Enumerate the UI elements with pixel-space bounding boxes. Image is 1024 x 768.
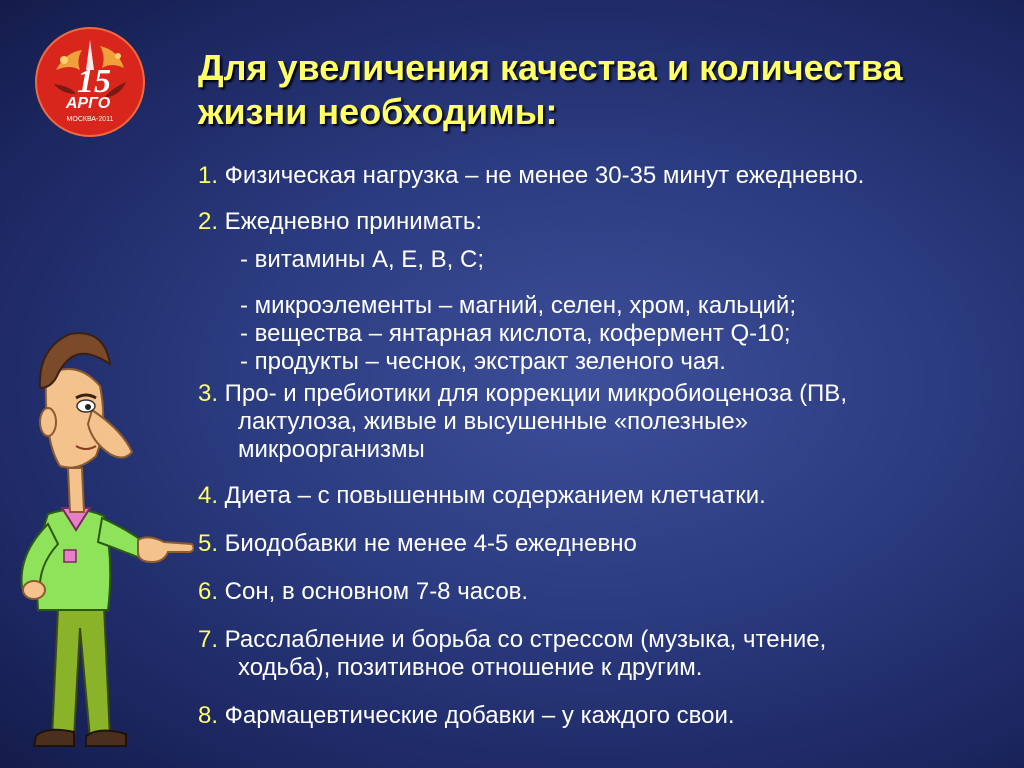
list-item-1	[198, 162, 864, 190]
item-number: 8.	[198, 702, 219, 729]
title-line-2: жизни необходимы:	[198, 91, 558, 132]
sub-item-microelements: - микроэлементы – магний, селен, хром, кальций;	[240, 292, 796, 319]
item-number: 4.	[198, 482, 219, 509]
logo-brand: АРГО	[65, 95, 111, 112]
item-number: 6.	[198, 578, 219, 605]
title-line-1: Для увеличения качества и количества	[198, 47, 903, 88]
list-item-6	[198, 578, 528, 606]
sub-item-substances: - вещества – янтарная кислота, кофермент Q-10;	[240, 320, 791, 347]
item-text: Фармацевтические добавки – у каждого свои.	[218, 702, 735, 729]
item-text-line-1: Про- и пребиотики для коррекции микробиоценоза (ПВ,	[218, 380, 847, 407]
item-text: Физическая нагрузка – не менее 30-35 минут ежедневно.	[218, 162, 865, 189]
item-text-line-2: ходьба), позитивное отношение к другим.	[238, 654, 703, 681]
item-text-line-2: лактулоза, живые и высушенные «полезные»	[238, 408, 749, 435]
item-number: 7.	[198, 626, 219, 653]
logo-caption: МОСКВА-2011	[66, 116, 114, 123]
sub-item-vitamins: - витамины А, Е, В, С;	[240, 246, 484, 273]
list-item-5	[198, 530, 637, 558]
item-number: 1.	[198, 162, 219, 189]
list-item-3	[198, 380, 847, 464]
item-number: 5.	[198, 530, 219, 557]
list-item-8	[198, 702, 735, 730]
argo-logo	[34, 26, 146, 138]
item-text: Сон, в основном 7-8 часов.	[218, 578, 529, 605]
list-item-4	[198, 482, 766, 510]
item-text: Ежедневно принимать:	[218, 208, 483, 235]
slide-title	[198, 46, 998, 134]
logo-number: 15	[77, 63, 111, 100]
item-number: 3.	[198, 380, 219, 407]
pointing-man-illustration	[6, 318, 194, 764]
list-item-2	[198, 208, 796, 375]
item-text-line-1: Расслабление и борьба со стрессом (музыка, чтение,	[218, 626, 827, 653]
item-text: Биодобавки не менее 4-5 ежедневно	[218, 530, 637, 557]
list-item-7	[198, 626, 826, 682]
item-text: Диета – с повышенным содержанием клетчатки.	[218, 482, 766, 509]
sub-item-products: - продукты – чеснок, экстракт зеленого чая.	[240, 348, 726, 375]
item-number: 2.	[198, 208, 219, 235]
item-text-line-3: микроорганизмы	[238, 436, 425, 463]
